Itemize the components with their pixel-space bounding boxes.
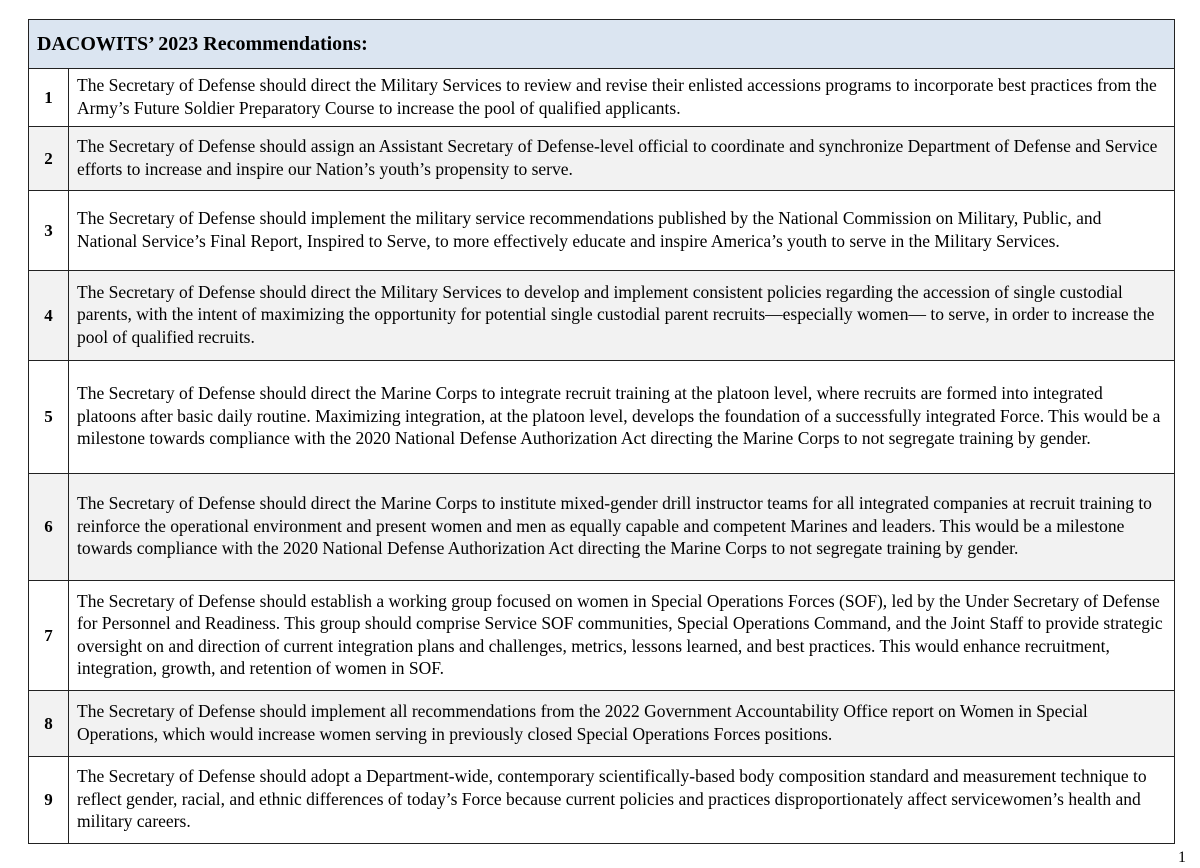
- recommendation-number: 4: [29, 271, 69, 361]
- recommendation-number: 8: [29, 691, 69, 757]
- recommendation-text: The Secretary of Defense should direct the Military Services to review and revise their enlisted accessions programs to incorporate best practices from the Army’s Future Soldier Preparatory Course to increase the pool of qualified applicants.: [69, 69, 1175, 127]
- recommendation-number: 1: [29, 69, 69, 127]
- table-row: [29, 191, 1175, 271]
- recommendation-number: 3: [29, 191, 69, 271]
- table-row: [29, 691, 1175, 757]
- page-number: 1: [1178, 849, 1186, 866]
- recommendation-number: 6: [29, 474, 69, 581]
- recommendation-text: The Secretary of Defense should direct the Marine Corps to institute mixed-gender drill instructor teams for all integrated companies at recruit training to reinforce the operational environment and present women and men as equally capable and competent Marines and leaders. This would be a milestone towards compliance with the 2020 National Defense Authorization Act directing the Marine Corps to not segregate training by gender.: [69, 474, 1175, 581]
- recommendation-number: 7: [29, 581, 69, 691]
- table-title: DACOWITS’ 2023 Recommendations:: [29, 20, 1175, 69]
- recommendation-text: The Secretary of Defense should implement all recommendations from the 2022 Government Accountability Office report on Women in Special Operations, which would increase women serving in previously closed Special Operations Forces positions.: [69, 691, 1175, 757]
- recommendation-text: The Secretary of Defense should adopt a Department-wide, contemporary scientifically-based body composition standard and measurement technique to reflect gender, racial, and ethnic differences of today’s Force because current policies and practices disproportionately affect servicewomen’s health and military careers.: [69, 757, 1175, 844]
- recommendation-text: The Secretary of Defense should implement the military service recommendations published by the National Commission on Military, Public, and National Service’s Final Report, Inspired to Serve, to more effectively educate and inspire America’s youth to serve in the Military Services.: [69, 191, 1175, 271]
- recommendation-number: 2: [29, 127, 69, 191]
- recommendation-number: 9: [29, 757, 69, 844]
- recommendation-text: The Secretary of Defense should assign an Assistant Secretary of Defense-level official to coordinate and synchronize Department of Defense and Service efforts to increase and inspire our Nation’s youth’s propensity to serve.: [69, 127, 1175, 191]
- table-row: [29, 271, 1175, 361]
- recommendation-number: 5: [29, 361, 69, 474]
- recommendation-text: The Secretary of Defense should direct the Military Services to develop and implement consistent policies regarding the accession of single custodial parents, with the intent of maximizing the opportunity for potential single custodial parent recruits—especially women— to serve, in order to increase the pool of qualified recruits.: [69, 271, 1175, 361]
- table-row: [29, 69, 1175, 127]
- recommendation-text: The Secretary of Defense should direct the Marine Corps to integrate recruit training at the platoon level, where recruits are formed into integrated platoons after basic daily routine. Maximizing integration, at the platoon level, develops the foundation of a successfully integrated Force. This would be a milestone towards compliance with the 2020 National Defense Authorization Act directing the Marine Corps to not segregate training by gender.: [69, 361, 1175, 474]
- recommendations-table: [28, 19, 1175, 844]
- table-row: [29, 474, 1175, 581]
- table-row: [29, 361, 1175, 474]
- table-header-row: [29, 20, 1175, 69]
- table-row: [29, 757, 1175, 844]
- table-row: [29, 581, 1175, 691]
- table-row: [29, 127, 1175, 191]
- recommendation-text: The Secretary of Defense should establish a working group focused on women in Special Operations Forces (SOF), led by the Under Secretary of Defense for Personnel and Readiness. This group should comprise Service SOF communities, Special Operations Command, and the Joint Staff to provide strategic oversight on and direction of current integration plans and challenges, metrics, lessons learned, and best practices. This would enhance recruitment, integration, growth, and retention of women in SOF.: [69, 581, 1175, 691]
